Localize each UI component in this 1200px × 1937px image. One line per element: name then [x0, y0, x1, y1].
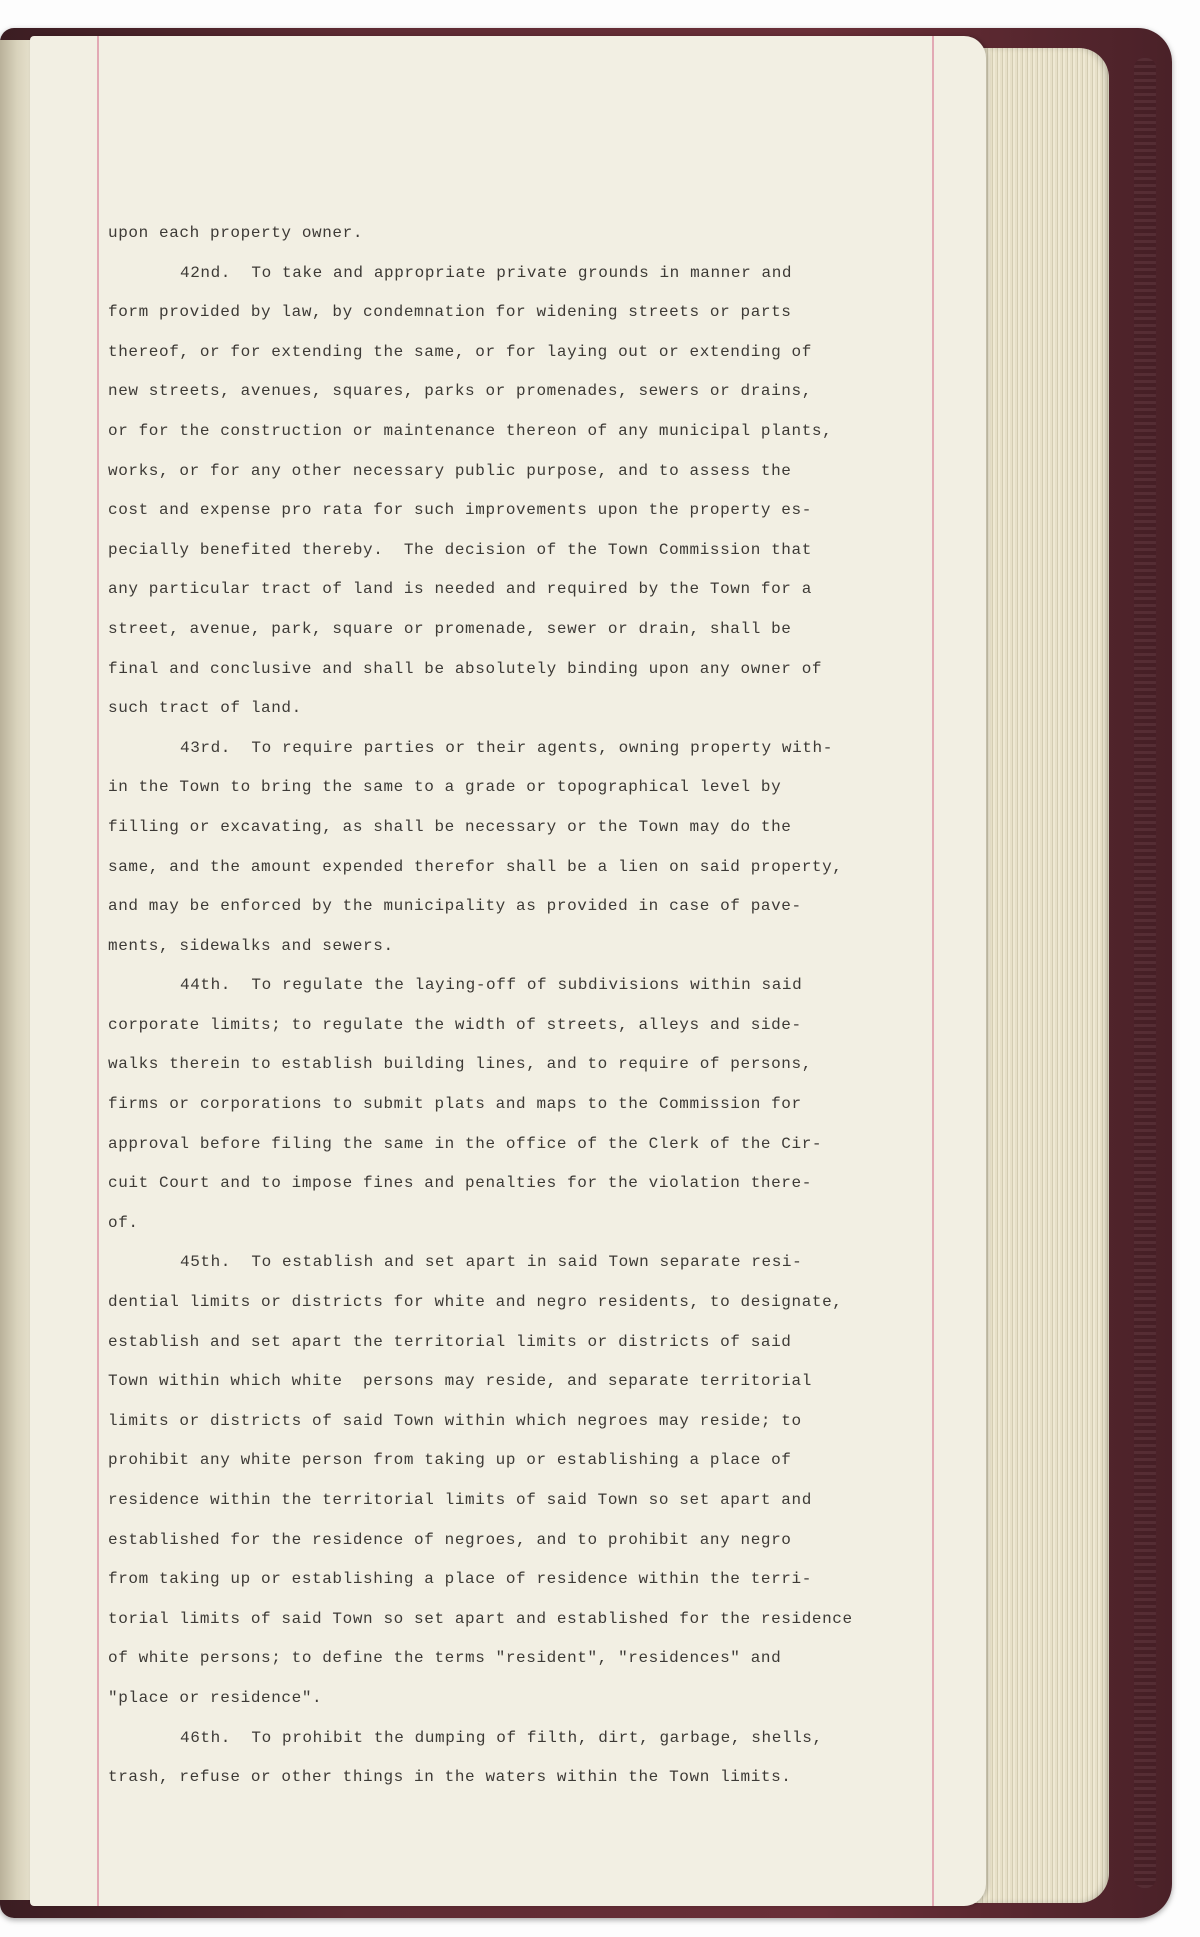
text-line: approval before filing the same in the office of the Clerk of the Cir- [108, 1134, 823, 1153]
text-line: filling or excavating, as shall be necessary or the Town may do the [108, 817, 792, 836]
text-line: trash, refuse or other things in the waters within the Town limits. [108, 1768, 792, 1787]
text-line: prohibit any white person from taking up or establishing a place of [108, 1451, 792, 1470]
text-line: dential limits or districts for white and negro residents, to designate, [108, 1293, 843, 1312]
text-line: any particular tract of land is needed and required by the Town for a [108, 580, 812, 599]
text-line: form provided by law, by condemnation for widening streets or parts [108, 303, 792, 322]
text-line: establish and set apart the territorial limits or districts of said [108, 1332, 792, 1351]
text-line: corporate limits; to regulate the width of streets, alleys and side- [108, 1015, 802, 1034]
text-line: new streets, avenues, squares, parks or promenades, sewers or drains, [108, 382, 812, 401]
text-line: 44th. To regulate the laying-off of subdivisions within said [180, 976, 803, 995]
left-margin-rule [97, 36, 99, 1906]
text-line: and may be enforced by the municipality as provided in case of pave- [108, 897, 802, 916]
text-line: final and conclusive and shall be absolutely binding upon any owner of [108, 659, 823, 678]
text-line: "place or residence". [108, 1688, 323, 1707]
text-line: walks therein to establish building lines, and to require of persons, [108, 1055, 812, 1074]
typed-text-body [108, 214, 958, 1798]
page-block-edges [975, 48, 1109, 1903]
text-line: works, or for any other necessary public purpose, and to assess the [108, 461, 792, 480]
text-line: 45th. To establish and set apart in said Town separate resi- [180, 1253, 803, 1272]
text-line: 46th. To prohibit the dumping of filth, dirt, garbage, shells, [180, 1728, 823, 1747]
text-line: 43rd. To require parties or their agents, owning property with- [180, 738, 833, 757]
text-line: of white persons; to define the terms "resident", "residences" and [108, 1649, 782, 1668]
text-line: pecially benefited thereby. The decision of the Town Commission that [108, 540, 812, 559]
text-line: same, and the amount expended therefor shall be a lien on said property, [108, 857, 843, 876]
text-line: Town within which white persons may reside, and separate territorial [108, 1372, 812, 1391]
text-line: or for the construction or maintenance thereon of any municipal plants, [108, 421, 833, 440]
text-line: thereof, or for extending the same, or for laying out or extending of [108, 342, 812, 361]
text-line: upon each property owner. [108, 224, 364, 242]
text-line: firms or corporations to submit plats and maps to the Commission for [108, 1095, 802, 1114]
text-line: cost and expense pro rata for such improvements upon the property es- [108, 501, 812, 520]
text-line: ments, sidewalks and sewers. [108, 936, 394, 955]
text-line: of. [108, 1213, 139, 1232]
text-line: established for the residence of negroes, and to prohibit any negro [108, 1530, 792, 1549]
left-page-edge [0, 40, 34, 1900]
text-line: limits or districts of said Town within which negroes may reside; to [108, 1411, 802, 1430]
text-line: in the Town to bring the same to a grade or topographical level by [108, 778, 782, 797]
text-line: 42nd. To take and appropriate private grounds in manner and [180, 263, 793, 282]
text-line: street, avenue, park, square or promenade, sewer or drain, shall be [108, 619, 792, 638]
text-line: such tract of land. [108, 699, 302, 718]
text-line: from taking up or establishing a place of residence within the terri- [108, 1570, 812, 1589]
text-line: torial limits of said Town so set apart and established for the residence [108, 1609, 853, 1628]
ledger-page [30, 36, 986, 1906]
text-line: cuit Court and to impose fines and penalties for the violation there- [108, 1174, 812, 1193]
text-line: residence within the territorial limits of said Town so set apart and [108, 1491, 812, 1509]
